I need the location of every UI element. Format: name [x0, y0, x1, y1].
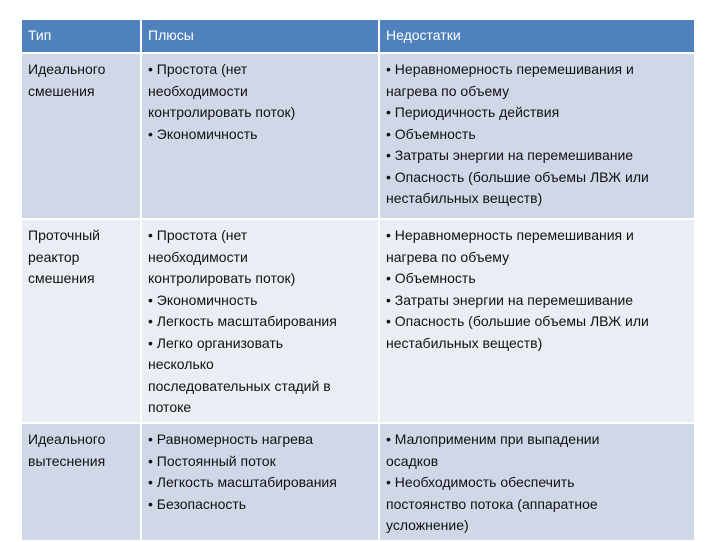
cell-line: смешения — [28, 270, 95, 286]
cell-line: • Малоприменим при выпадении — [386, 431, 600, 447]
cell-line: • Экономичность — [148, 291, 258, 308]
cell-line: • Легкость масштабирования — [148, 313, 337, 329]
cell-line: усложнение) — [386, 517, 469, 533]
cell-line: необходимости — [148, 248, 248, 265]
cell-line: контролировать поток) — [148, 104, 296, 120]
cell-line: • Необходимость обеспечить — [386, 474, 575, 490]
cell-type — [21, 423, 141, 541]
cell-line: осадков — [386, 452, 439, 469]
cell-line: • Затраты энергии на перемешивание — [386, 291, 634, 308]
table-row — [21, 53, 695, 219]
cell-line: • Безопасность — [148, 495, 247, 512]
cell-line: необходимости — [148, 82, 248, 99]
cell-pros — [141, 53, 379, 219]
cell-type — [21, 219, 141, 423]
cell-line: вытеснения — [28, 452, 106, 469]
cell-cons — [379, 219, 695, 423]
cell-line: • Неравномерность перемешивания и — [386, 61, 634, 77]
cell-line: • Равномерность нагрева — [148, 431, 313, 447]
cell-line: • Простота (нет — [148, 227, 248, 243]
cell-line: реактор — [28, 248, 80, 265]
cell-line: • Опасность (большие объемы ЛВЖ или — [386, 313, 649, 329]
cell-line: • Объемность — [386, 270, 476, 286]
cell-cons — [379, 53, 695, 219]
header-pros: Плюсы — [141, 19, 379, 53]
cell-line: Идеального — [28, 431, 106, 447]
header-row — [21, 19, 695, 53]
cell-line: • Неравномерность перемешивания и — [386, 227, 634, 243]
cell-line: • Опасность (большие объемы ЛВЖ или — [386, 168, 649, 185]
cell-pros — [141, 423, 379, 541]
table-row — [21, 423, 695, 541]
cell-line: • Периодичность действия — [386, 104, 560, 120]
cell-line: контролировать поток) — [148, 270, 296, 286]
cell-line: • Объемность — [386, 125, 476, 142]
cell-line: нестабильных веществ) — [386, 334, 543, 351]
cell-line: нагрева по объему — [386, 82, 510, 99]
cell-line: • Легкость масштабирования — [148, 474, 337, 490]
cell-line: • Постоянный поток — [148, 452, 276, 469]
cell-line: нестабильных веществ) — [386, 190, 543, 206]
cell-line: нагрева по объему — [386, 248, 510, 265]
cell-line: • Затраты энергии на перемешивание — [386, 147, 634, 163]
cell-cons — [379, 423, 695, 541]
cell-line: Идеального — [28, 61, 106, 77]
table-row — [21, 219, 695, 423]
cell-line: потоке — [148, 399, 192, 415]
cell-line: • Экономичность — [148, 125, 258, 142]
cell-line: смешения — [28, 82, 95, 99]
cell-line: • Простота (нет — [148, 61, 248, 77]
cell-line: постоянство потока (аппаратное — [386, 495, 598, 512]
cell-pros — [141, 219, 379, 423]
header-type: Тип — [21, 19, 141, 53]
cell-line: несколько — [148, 356, 214, 372]
cell-type — [21, 53, 141, 219]
header-cons: Недостатки — [379, 19, 695, 53]
reactor-comparison-table — [20, 18, 696, 542]
cell-line: Проточный — [28, 227, 100, 243]
cell-line: последовательных стадий в — [148, 377, 331, 394]
cell-line: • Легко организовать — [148, 334, 284, 351]
